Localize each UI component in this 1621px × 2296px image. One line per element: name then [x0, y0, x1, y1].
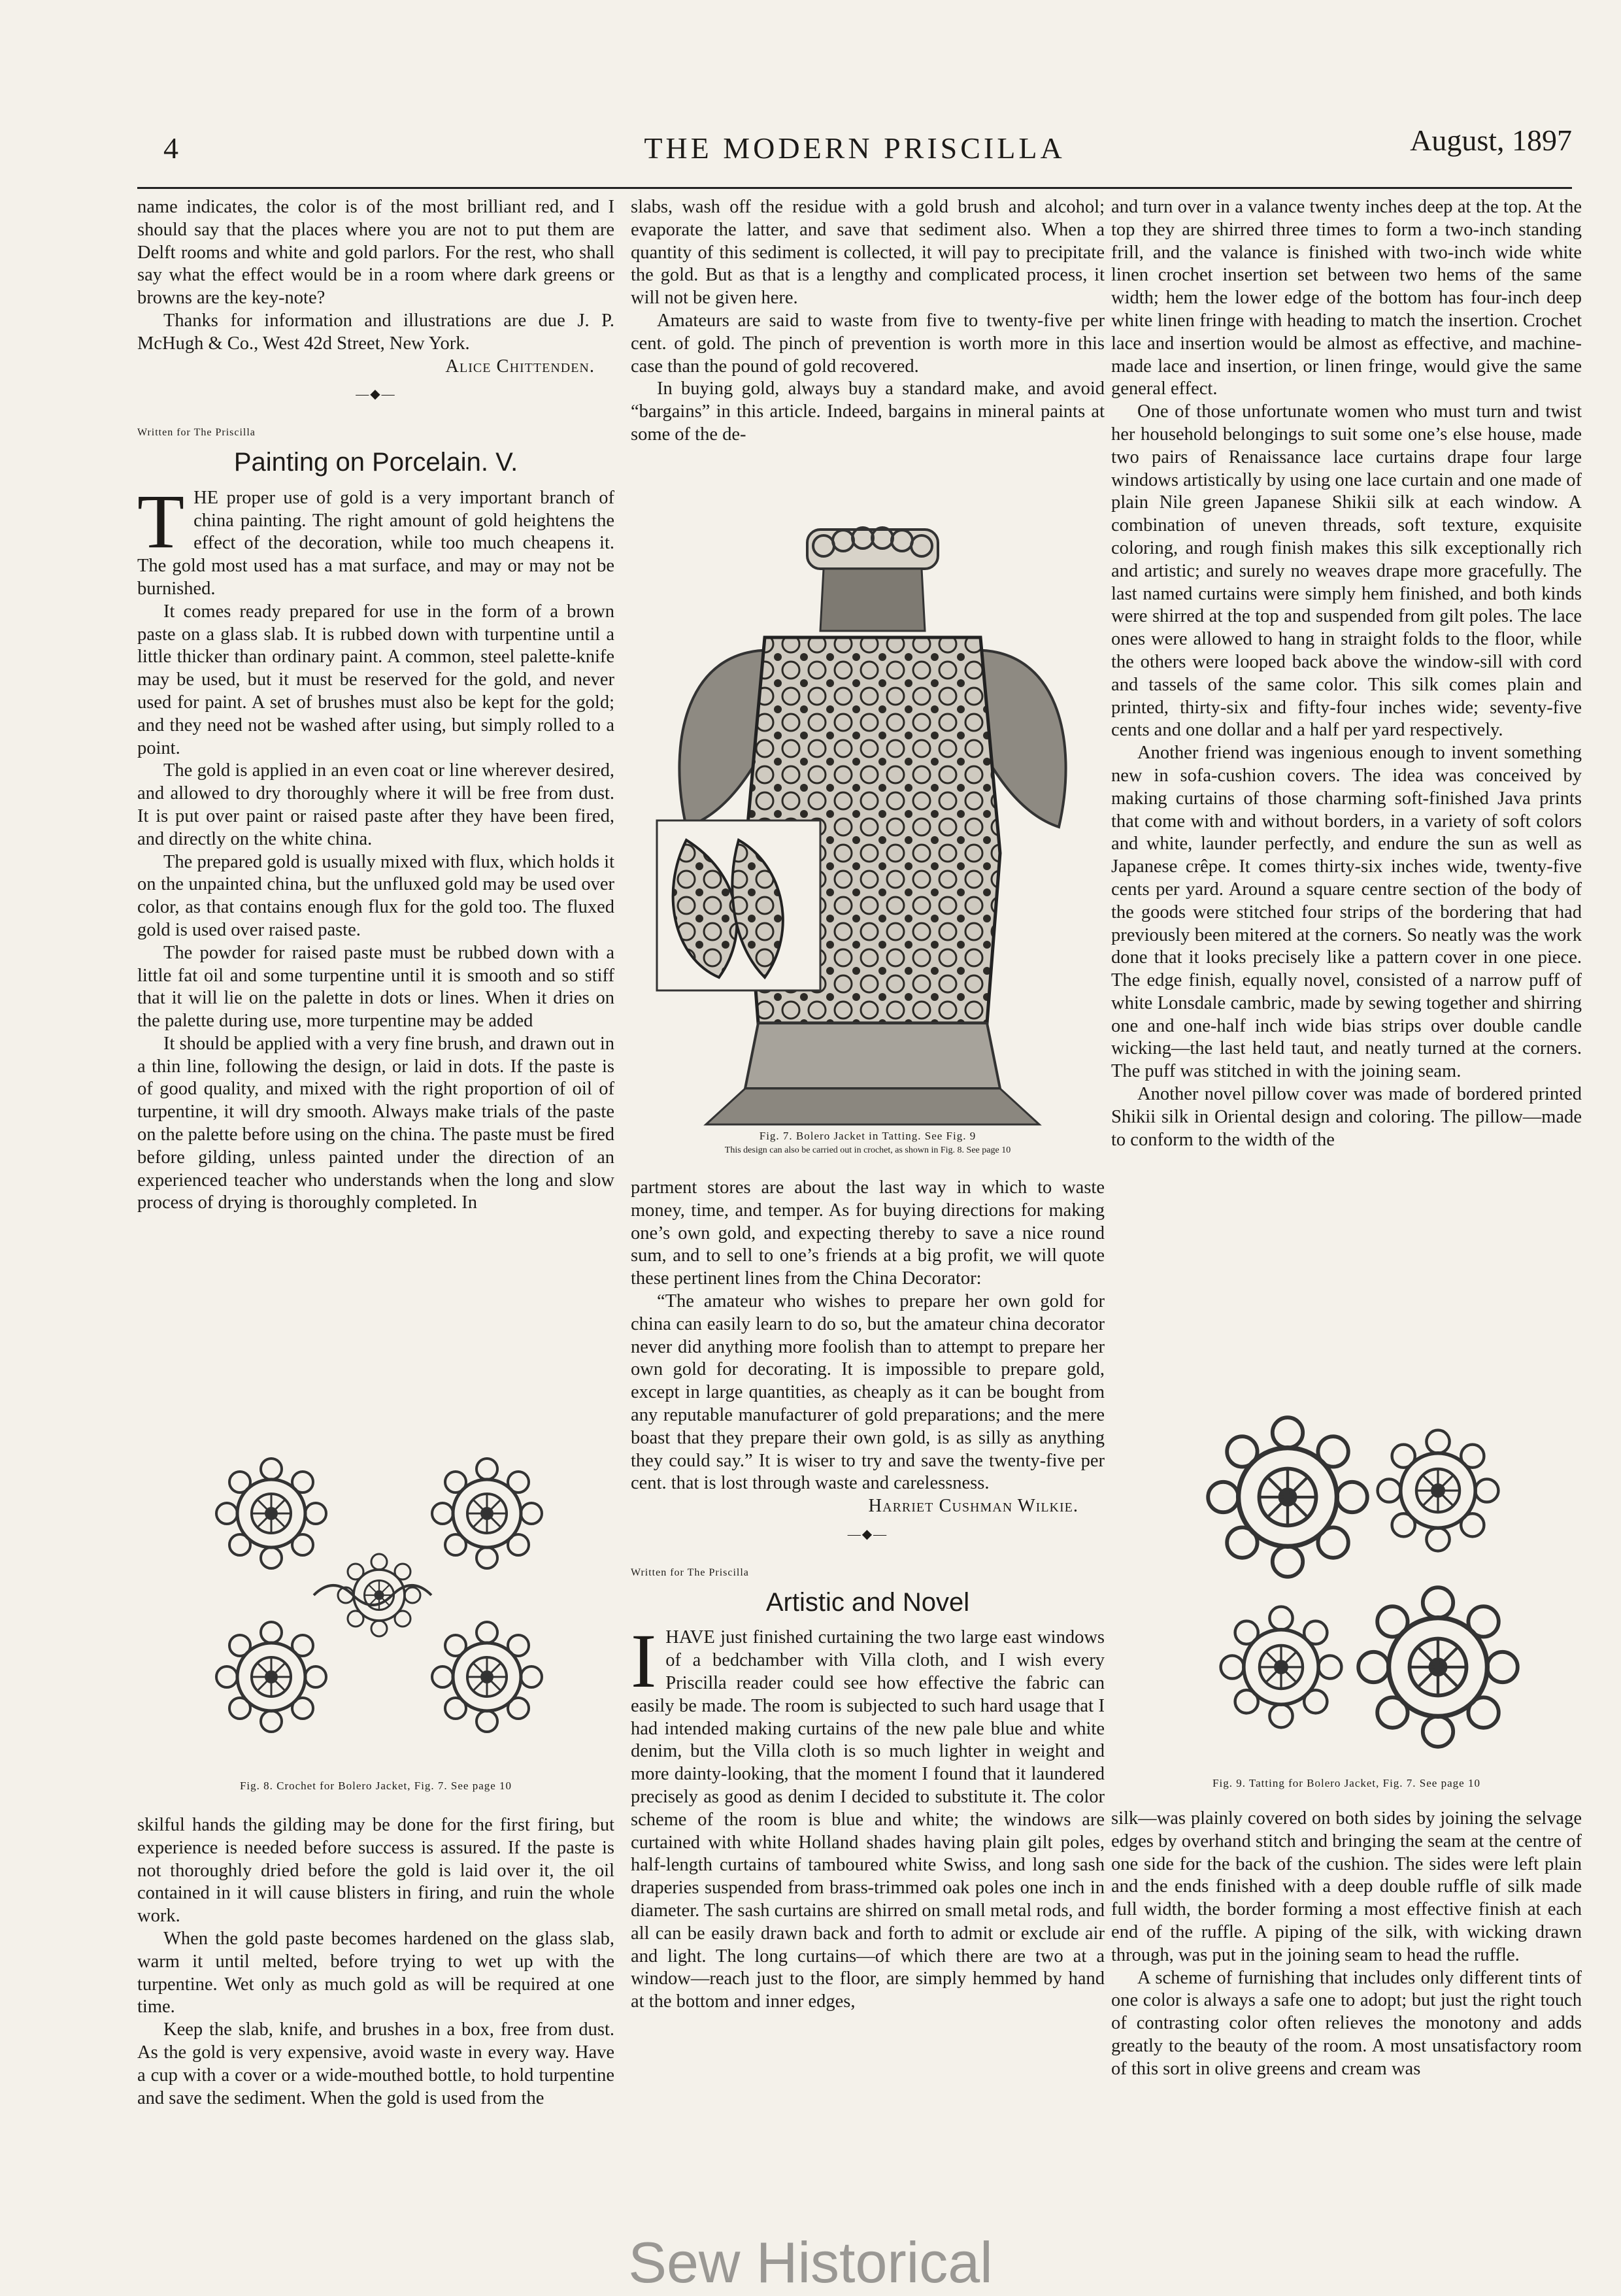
tatting-motif [1378, 1430, 1499, 1551]
header-rule [137, 187, 1572, 189]
section-separator: —◆— [356, 387, 396, 402]
column-3-top [1111, 196, 1582, 1151]
masthead-title: THE MODERN PRISCILLA [644, 131, 1065, 165]
column-2-top [631, 196, 1105, 447]
fig-9-tatting-illustration [1183, 1399, 1536, 1765]
paragraph: When the gold paste becomes hardened on the glass slab, warm it until melted, before trying to wet up with the turpentine. Wet only as much gold as will be required at one time. [137, 1928, 614, 2017]
fig-7-bolero-jacket-illustration [647, 526, 1098, 1128]
crochet-motif [432, 1459, 542, 1568]
fig-9-caption: Fig. 9. Tatting for Bolero Jacket, Fig. 7. See page 10 [1212, 1777, 1480, 1789]
crochet-motif [432, 1622, 542, 1732]
watermark: Sew Historical [628, 2230, 993, 2295]
written-for-label: Written for The Priscilla [631, 1566, 749, 1578]
paragraph: It should be applied with a very fine brush, and drawn out in a thin line, following the design, or laid in dots. If the paste is of good quality, and mixed with the right proportion of oil of turpentine, it will dry smooth. Always make trials of the paste on the palette before using on the china. The paste must be fired before gilding, unless painted under the direction of an experienced teacher who understands when the long and slow process of drying is thoroughly completed. In [137, 1033, 614, 1213]
fig-8-crochet-illustration [163, 1432, 595, 1759]
paragraph: and turn over in a valance twenty inches deep at the top. At the top they are shirred three times to form a two-inch standing frill, and the valance is finished with two-inch wide white linen crochet insertion set between two hems of the same width; hem the lower edge of the bottom has four-inch deep white linen fringe with heading to match the insertion. Crochet lace and insertion would be almost as effective, and machine-made lace and insertion, or linen fringe, would give the same general effect. [1111, 197, 1582, 399]
fig-8-caption: Fig. 8. Crochet for Bolero Jacket, Fig. 7. See page 10 [239, 1780, 512, 1792]
page-number: 4 [163, 131, 178, 165]
paragraph: HAVE just finished curtaining the two large east windows of a bedchamber with Villa cloth, and I wish every Priscilla reader could see how effective the fabric can easily be made. The room is subjected to such hard usage that I had intended making curtains of the new pale blue and white denim, but the Villa cloth is so much lighter in weight and more dainty-looking, that the moment I found that it laundered precisely as good as denim I decided to substitute it. The color scheme of the room is blue and white; the windows are curtained with white Holland shades having plain gilt poles, half-length curtains of tamboured white Swiss, and long sash draperies suspended from brass-trimmed oak poles one inch in diameter. The sash curtains are shirred on small metal rods, and all can be easily drawn back and forth to admit or exclude air and light. The long curtains—of which there are two at a window—reach just to the floor, are simply hemmed by hand at the bottom and inner edges, [631, 1627, 1105, 2012]
byline: Harriet Cushman Wilkie. [868, 1496, 1078, 1517]
paragraph: Keep the slab, knife, and brushes in a box, free from dust. As the gold is very expensive, avoid waste in every way. Have a cup with a cover or a wide-mouthed bottle, to hold turpentine and save the sediment. When the gold is used from the [137, 2019, 614, 2108]
page-header [137, 123, 1572, 182]
fig-7-subcaption: This design can also be carried out in crochet, as shown in Fig. 8. See page 10 [724, 1145, 1011, 1155]
crochet-motif [216, 1459, 326, 1568]
paragraph: partment stores are about the last way in which to waste money, time, and temper. As for buying directions for making one’s own gold, and expecting thereby to save a nice round sum, and to sell to one’s friends at a big profit, we will quote these pertinent lines from the China Decorator: [631, 1177, 1105, 1289]
paragraph: name indicates, the color is of the most brilliant red, and I should say that the places where you are not to put them are Delft rooms and white and gold parlors. For the rest, who shall say what the effect would be in a room where dark greens or browns are the key-note? [137, 197, 614, 309]
crochet-motif [216, 1622, 326, 1732]
paragraph: A scheme of furnishing that includes only different tints of one color is always a safe one to adopt; but just the right touch of contrasting color often relieves the monotony and adds greatly to the beauty of the room. A most unsatisfactory room of this sort in olive greens and cream was [1111, 1967, 1582, 2079]
column-3-bottom [1111, 1808, 1582, 2081]
drop-cap: T [137, 478, 185, 564]
drop-cap: I [631, 1618, 657, 1704]
paragraph: silk—was plainly covered on both sides by joining the selvage edges by overhand stitch and bringing the seam at the centre of one side for the back of the cushion. The sides were left plain and the ends finished with a deep double ruffle of silk made full width, the border forming a most effective finish at each end of the ruffle. A piping of the silk, with wicking drawn through, was put in the joining seam to head the ruffle. [1111, 1808, 1582, 1965]
paragraph: In buying gold, always buy a standard make, and avoid “bargains” in this article. Indeed, bargains in mineral paints at some of the de- [631, 379, 1105, 445]
paragraph: Amateurs are said to waste from five to twenty-five per cent. of gold. The pinch of prevention is worth more in this case than the pound of gold recovered. [631, 310, 1105, 377]
paragraph: The gold is applied in an even coat or line wherever desired, and allowed to dry thoroughly where it will be free from dust. It is put over paint or raised paste after they have been fired, and directly on the white china. [137, 760, 614, 849]
written-for-label: Written for The Priscilla [137, 427, 256, 439]
paragraph: The prepared gold is usually mixed with flux, which holds it on the unpainted china, but the unfluxed gold may be used over color, as that contains enough flux for the gold too. The fluxed gold is used over raised paste. [137, 851, 614, 940]
issue-date: August, 1897 [1410, 124, 1572, 157]
paragraph: Thanks for information and illustrations are due J. P. McHugh & Co., West 42d Street, New York. [137, 310, 614, 354]
paragraph: Another novel pillow cover was made of bordered printed Shikii silk in Oriental design and coloring. The pillow—made to conform to the width of the [1111, 1084, 1582, 1150]
article-headline: Artistic and Novel [765, 1587, 970, 1617]
paragraph: It comes ready prepared for use in the form of a brown paste on a glass slab. It is rubbed down with turpentine until a little thicker than ordinary paint. A common, steel palette-knife may be used, but it must be reserved for the gold, and never used for paint. A set of brushes must also be kept for the gold; and they need not be washed after using, but simply rolled to a point. [137, 601, 614, 758]
paragraph: One of those unfortunate women who must turn and twist her household belongings to suit some one’s else house, made two pairs of Renaissance lace curtains drape four large windows artistically by using one lace curtain and one made of plain Nile green Japanese Shikii silk at each window. A combination of uneven threads, soft texture, exquisite coloring, and rough finish makes this silk exceptionally rich and artistic; and surely no weaves drape more gracefully. The last named curtains were simply hem finished, and both kinds were shirred at the top and suspended from gilt poles. The lace ones were allowed to hang in straight folds to the floor, while the others were looped back above the window-sill with cord and tassels of the same color. This silk comes plain and printed, thirty-six and fifty-four inches wide; seventy-five cents and one dollar and a half per yard respectively. [1111, 401, 1582, 741]
paragraph: The powder for raised paste must be rubbed down with a little fat oil and some turpentine until it is smooth and so stiff that it will lie on the palette in dots or lines. When it dries on the palette during use, more turpentine may be added [137, 942, 614, 1032]
crochet-motif [338, 1554, 420, 1636]
section-separator: —◆— [847, 1527, 888, 1542]
column-2-bottom [631, 1177, 1105, 2014]
tatting-motif [1208, 1417, 1367, 1577]
paragraph: slabs, wash off the residue with a gold brush and alcohol; evaporate the latter, and save that sediment also. When a quantity of this sediment is collected, it will pay to precipitate the gold. But as that is a lengthy and complicated process, it will not be given here. [631, 197, 1105, 309]
paragraph: HE proper use of gold is a very important branch of china painting. The right amount of gold heightens the effect of the decoration, while too much cheapens it. The gold most used has a mat surface, and may or may not be burnished. [137, 487, 614, 599]
article-headline: Painting on Porcelain. V. [233, 447, 518, 477]
paragraph: Another friend was ingenious enough to invent something new in sofa-cushion covers. The idea was conceived by making curtains of those charming soft-finished Java prints that come with and without borders, in a variety of soft colors and white, launder perfectly, and endure the sun as well as Japanese crêpe. It comes thirty-six inches wide, twenty-five cents per yard. Around a square centre section of the body of the goods were stitched four strips of the bordering that had previously been mitered at the corners. So neatly was the work done that it looks precisely like a pattern cover in one piece. The edge finish, equally novel, consisted of a narrow puff of white Lonsdale cambric, made by sewing together and shirring one and one-half inch wide bias strips over double candle wicking—the last held taut, and neatly turned at the corners. The puff was stitched in with the joining seam. [1111, 743, 1582, 1082]
paragraph: skilful hands the gilding may be done for the first firing, but experience is needed before success is assured. If the paste is not thoroughly dried before the gold is laid over it, the oil contained in it will cause blisters in firing, and ruin the whole work. [137, 1815, 614, 1927]
column-1-bottom [137, 1814, 614, 2110]
byline: Alice Chittenden. [445, 356, 595, 377]
tatting-motif [1221, 1607, 1342, 1728]
fig-7-inset-detail [657, 820, 820, 990]
column-1-top [137, 196, 614, 1215]
tatting-motif [1358, 1587, 1518, 1747]
paragraph: “The amateur who wishes to prepare her own gold for china can easily learn to do so, but the amateur china decorator never did anything more foolish than to attempt to prepare her own gold for decorating. It is impossible to prepare gold, except in large quantities, as cheaply as it can be bought from any reputable manufacturer of gold preparations; and the mere boast that they prepare their own gold, is as silly as anything they could say.” It is wiser to try and save the twenty-five per cent. that is lost through waste and carelessness. [631, 1291, 1105, 1494]
fig-7-caption: Fig. 7. Bolero Jacket in Tatting. See Fig. 9 [759, 1130, 977, 1142]
